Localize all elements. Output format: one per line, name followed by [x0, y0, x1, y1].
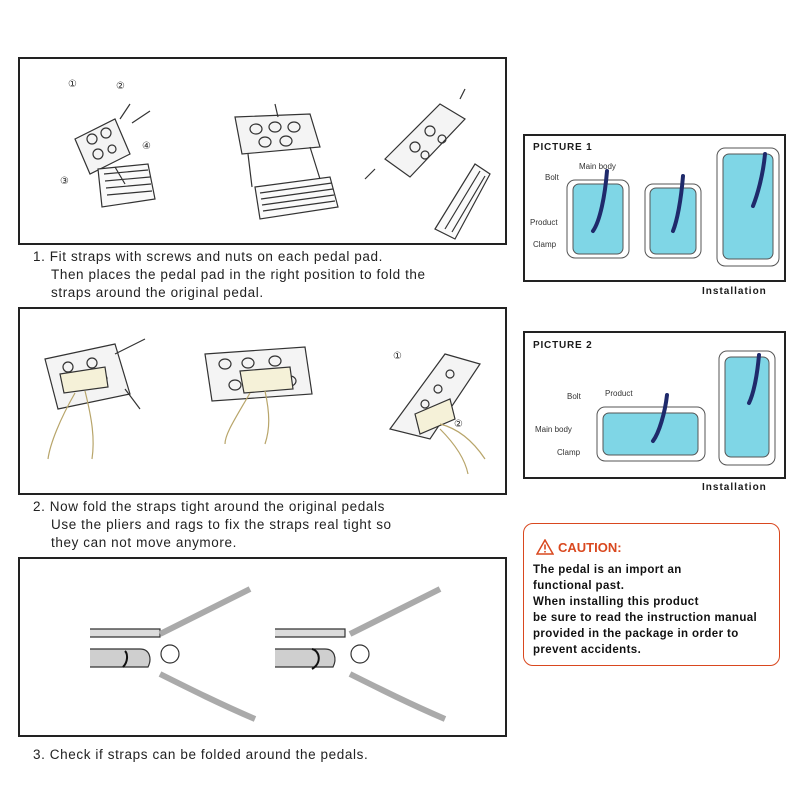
step-marker-2: ② — [116, 81, 125, 92]
picture-1-label-clamp: Clamp — [533, 240, 557, 249]
picture-1-box — [523, 134, 786, 282]
picture-1-caption: Installation — [702, 286, 767, 297]
step-1-line-2: Then places the pedal pad in the right position to fold the — [51, 267, 426, 282]
step-2-marker-2: ② — [454, 419, 463, 430]
step-1-line-3: straps around the original pedal. — [51, 285, 264, 300]
picture-1-pedal-c — [717, 148, 779, 266]
step-1-line-1: 1. Fit straps with screws and nuts on each pedal pad. — [33, 249, 383, 264]
pliers-drawing-3 — [390, 354, 485, 474]
picture-2-box — [523, 331, 786, 479]
step-2-drawing — [20, 309, 505, 493]
caution-line-1: The pedal is an import an — [533, 564, 682, 576]
step-1-illustration-panel — [18, 57, 507, 245]
picture-2-label-product: Product — [605, 389, 633, 398]
step-3-drawing — [20, 559, 505, 735]
picture-1-label-bolt: Bolt — [545, 173, 559, 182]
picture-1-drawing — [525, 136, 784, 280]
picture-2-caption: Installation — [702, 482, 767, 493]
caution-box — [523, 523, 780, 666]
step-3-line-1: 3. Check if straps can be folded around the pedals. — [33, 747, 369, 762]
pedal-pad-drawing-3 — [365, 89, 490, 239]
step-2-instructions — [33, 498, 392, 552]
caution-line-3: When installing this product — [533, 596, 699, 608]
step-2-line-2: Use the pliers and rags to fix the straps real tight so — [51, 517, 392, 532]
picture-2-label-main-body: Main body — [535, 425, 572, 434]
step-3-illustration-panel — [18, 557, 507, 737]
warning-triangle-icon — [536, 539, 554, 555]
picture-2-label-clamp: Clamp — [557, 448, 581, 457]
pliers-drawing-1 — [45, 339, 145, 459]
caution-line-5: provided in the package in order to — [533, 628, 739, 640]
step-1-drawing — [20, 59, 505, 243]
step-2-marker-1: ① — [393, 351, 402, 362]
step-2-line-3: they can not move anymore. — [51, 535, 237, 550]
caution-header — [536, 539, 622, 555]
picture-2-pedal-tall — [719, 351, 775, 465]
step-3-instructions — [33, 746, 368, 764]
pliers-fold-drawing-1 — [90, 589, 255, 719]
step-2-illustration-panel — [18, 307, 507, 495]
step-1-instructions — [33, 248, 426, 302]
pliers-fold-drawing-2 — [275, 589, 445, 719]
picture-2-title: PICTURE 2 — [533, 340, 593, 351]
step-marker-1: ① — [68, 79, 77, 90]
pliers-drawing-2 — [205, 347, 312, 444]
step-marker-4: ④ — [142, 141, 151, 152]
pedal-pad-drawing-2 — [235, 104, 338, 219]
picture-1-label-main-body: Main body — [579, 162, 616, 171]
caution-line-4: be sure to read the instruction manual — [533, 612, 758, 624]
picture-1-title: PICTURE 1 — [533, 142, 593, 153]
step-marker-3: ③ — [60, 176, 69, 187]
picture-2-pedal-wide — [597, 407, 705, 461]
caution-text — [533, 562, 777, 658]
picture-1-pedal-b — [645, 184, 701, 258]
caution-line-6: prevent accidents. — [533, 644, 642, 656]
picture-2-label-bolt: Bolt — [567, 392, 581, 401]
caution-title: CAUTION: — [558, 539, 622, 555]
picture-1-label-product: Product — [530, 218, 558, 227]
step-2-line-1: 2. Now fold the straps tight around the original pedals — [33, 499, 385, 514]
caution-line-2: functional past. — [533, 580, 625, 592]
pedal-pad-drawing-1 — [75, 104, 155, 207]
